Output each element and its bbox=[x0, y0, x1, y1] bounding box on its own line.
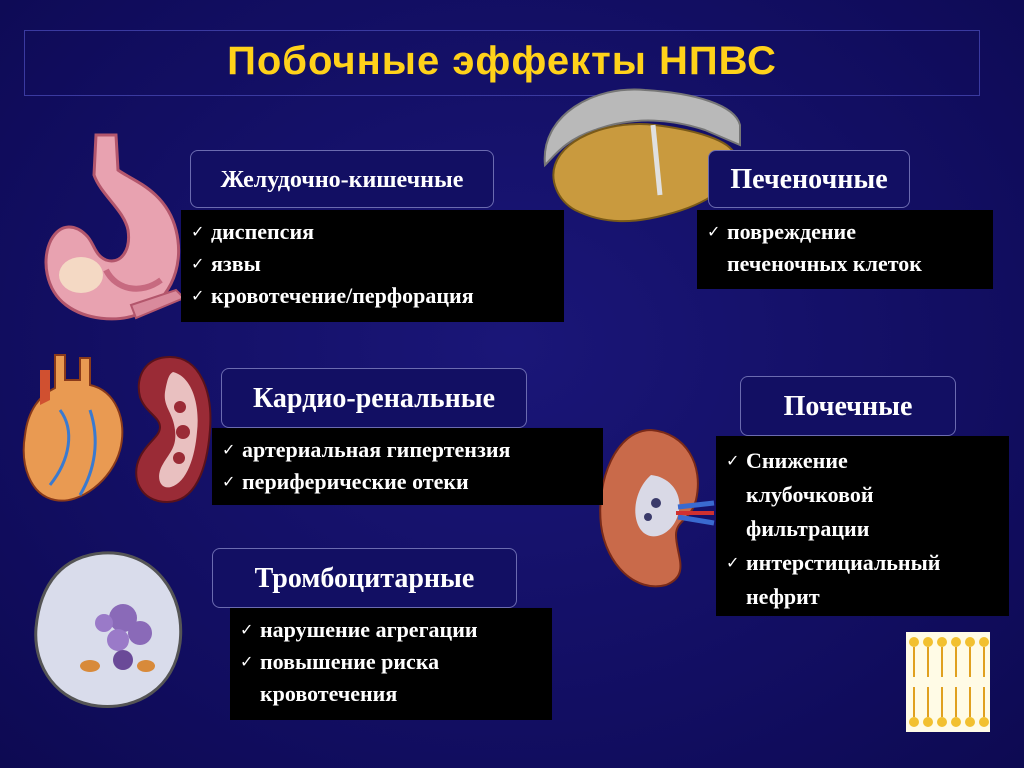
kidney-detail-illustration bbox=[596, 425, 716, 590]
list-item: ✓ язвы bbox=[189, 248, 556, 280]
checkmark-icon: ✓ bbox=[191, 254, 205, 273]
category-renal bbox=[740, 376, 956, 436]
heart-illustration bbox=[20, 350, 130, 510]
cardio-effects-list bbox=[212, 428, 603, 505]
list-item: ✓ диспепсия bbox=[189, 216, 556, 248]
list-item-continuation: нефрит bbox=[746, 584, 820, 609]
category-label: Кардио-ренальные bbox=[252, 383, 496, 414]
category-label: Почечные bbox=[783, 391, 913, 422]
category-hepatic bbox=[708, 150, 910, 208]
platelet-effects-list bbox=[230, 608, 552, 720]
liver-effects-list bbox=[697, 210, 993, 289]
checkmark-icon: ✓ bbox=[191, 222, 205, 241]
category-platelet bbox=[212, 548, 517, 608]
stomach-illustration bbox=[36, 130, 186, 330]
category-label: Печеночные bbox=[730, 164, 888, 195]
list-item: ✓ периферические отеки bbox=[220, 466, 595, 498]
list-item: ✓ повышение риска bbox=[238, 646, 544, 678]
checkmark-icon: ✓ bbox=[240, 620, 254, 639]
list-item: ✓ интерстициальный bbox=[724, 546, 1001, 580]
list-item: ✓ кровотечение/перфорация bbox=[189, 280, 556, 312]
category-gastrointestinal bbox=[190, 150, 494, 208]
gi-effects-list bbox=[181, 210, 564, 322]
category-label: Тромбоцитарные bbox=[254, 563, 475, 594]
title-frame bbox=[24, 30, 980, 96]
category-cardio-renal bbox=[221, 368, 527, 428]
checkmark-icon: ✓ bbox=[726, 553, 740, 572]
list-item-continuation: клубочковой bbox=[746, 482, 874, 507]
list-item-continuation: фильтрации bbox=[746, 516, 870, 541]
checkmark-icon: ✓ bbox=[707, 222, 721, 241]
kidney-illustration bbox=[125, 352, 215, 507]
checkmark-icon: ✓ bbox=[240, 652, 254, 671]
renal-effects-list bbox=[716, 436, 1009, 616]
list-item: ✓ повреждение bbox=[705, 216, 985, 248]
slide-title: Побочные эффекты НПВС bbox=[227, 39, 777, 83]
checkmark-icon: ✓ bbox=[222, 472, 236, 491]
checkmark-icon: ✓ bbox=[222, 440, 236, 459]
checkmark-icon: ✓ bbox=[191, 286, 205, 305]
list-item-continuation: печеночных клеток bbox=[727, 251, 922, 276]
platelet-illustration bbox=[28, 548, 188, 713]
list-item: ✓ Снижение bbox=[724, 444, 1001, 478]
checkmark-icon: ✓ bbox=[726, 451, 740, 470]
list-item: ✓ нарушение агрегации bbox=[238, 614, 544, 646]
list-item: ✓ артериальная гипертензия bbox=[220, 434, 595, 466]
membrane-illustration bbox=[906, 632, 990, 732]
category-label: Желудочно-кишечные bbox=[220, 167, 464, 193]
list-item-continuation: кровотечения bbox=[260, 681, 398, 706]
